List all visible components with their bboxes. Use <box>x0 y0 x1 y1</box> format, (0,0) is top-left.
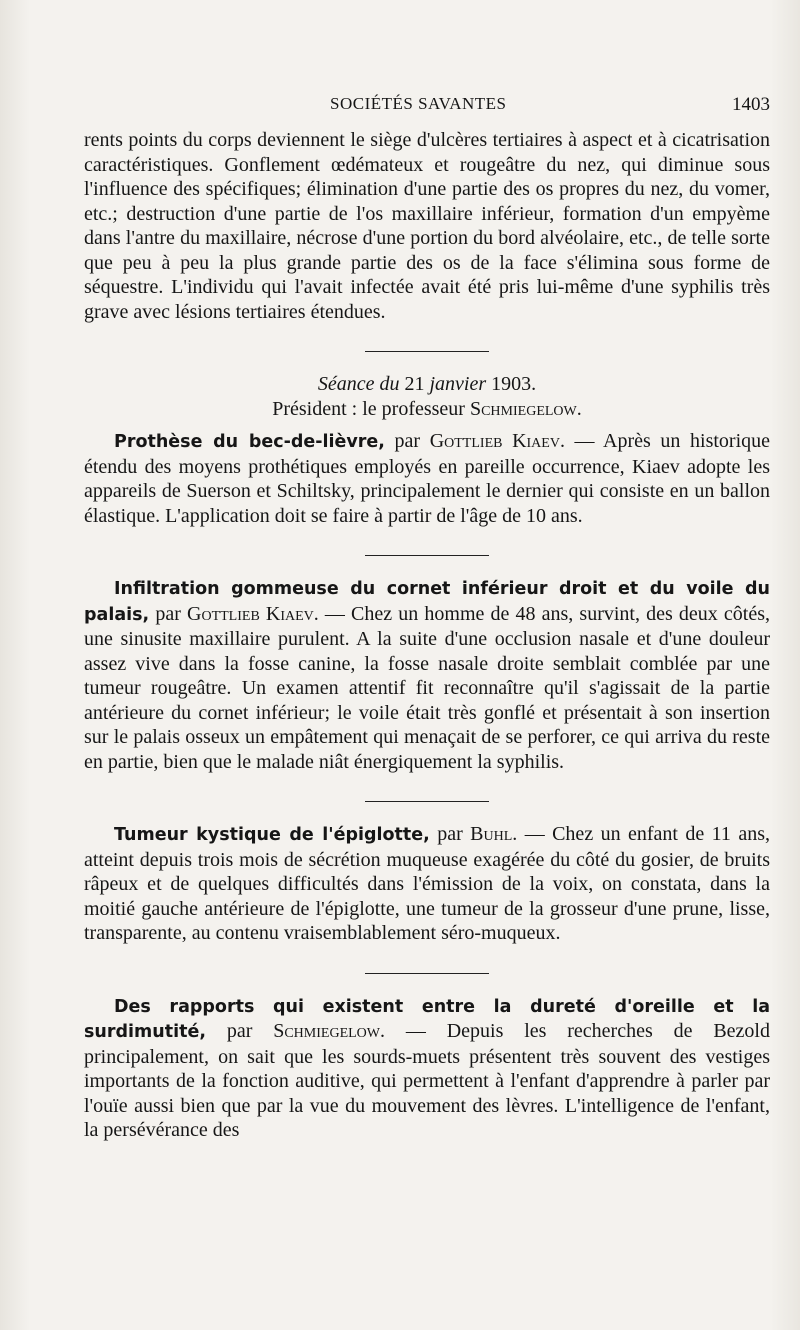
section-paragraph <box>84 429 770 528</box>
section-title: Des rapports qui existent entre la dureté d'oreille et la surdimutité, <box>84 996 770 1042</box>
section-divider <box>365 351 489 352</box>
running-title: SOCIÉTÉS SAVANTES <box>330 94 507 113</box>
section-paragraph <box>84 994 770 1143</box>
section-paragraph <box>84 576 770 774</box>
session-date-year: 1903. <box>491 373 537 395</box>
section-divider <box>365 801 489 802</box>
section-text: — Depuis les recherches de Bezold principalement, on sait que les sourds-muets présentent très souvent des vestiges importants de la fonction auditive, qui permettent à l'enfant d'apprendre à parler par l'ouïe aussi bien que par la vue du mouvement des lèvres. L'intelligence de l'enfant, la persévérance des <box>84 1020 770 1141</box>
section-author: Buhl. <box>470 823 518 845</box>
president-prefix: Président : le professeur <box>272 397 470 420</box>
continued-paragraph: rents points du corps deviennent le siège d'ulcères tertiaires à aspect et à cicatrisation caractéristiques. Gonflement œdémateux et rougeâtre du nez, qui diminue sous l'influence des spécifiques; élimination d'une partie des os propres du nez, du vomer, etc.; destruction d'une partie de l'os maxillaire inférieur, formation d'un empyème dans l'antre du maxillaire, nécrose d'une portion du bord alvéolaire, etc., de telle sorte que peu à peu la plus grande partie des os de la face s'élimina sous forme de séquestre. L'individu qui l'avait infectée avait été pris lui-même d'une syphilis très grave avec lésions tertiaires étendues. <box>84 129 770 323</box>
section-paragraph <box>84 822 770 946</box>
section-by: par <box>384 430 430 452</box>
section-by: par <box>429 823 471 845</box>
section-author: Schmiegelow. <box>273 1020 385 1042</box>
section-by: par <box>149 602 188 625</box>
section-text: — Chez un enfant de 11 ans, atteint depuis trois mois de sécrétion muqueuse exagérée du côté du gosier, de bruits râpeux et de quelques difficultés dans l'émission de la voix, on constata, dans la moitié gauche antérieure de l'épiglotte, une tumeur de la grosseur d'une prune, lisse, transparente, au contenu vraisemblablement séro-muqueux. <box>84 823 770 944</box>
section-title: Tumeur kystique de l'épiglotte, <box>114 825 430 845</box>
session-date-prefix: Séance du <box>317 373 405 395</box>
section-text: — Après un historique étendu des moyens prothétiques employés en pareille occurrence, Kiaev adopte les appareils de Suerson et Schiltsky, principalement le dernier qui consiste en un ballon élastique. L'application doit se faire à partir de l'âge de 10 ans. <box>84 430 771 527</box>
page-number: 1403 <box>732 94 770 115</box>
session-date <box>84 372 770 397</box>
president-name: Schmiegelow. <box>469 397 582 420</box>
session-president <box>84 397 770 422</box>
section-divider <box>365 555 489 556</box>
page-header <box>90 94 770 118</box>
section-author: Gottlieb Kiaev. <box>429 430 565 452</box>
section-title: Infiltration gommeuse du cornet inférieur droit et du voile du palais, <box>84 579 770 625</box>
section-text: — Chez un homme de 48 ans, survint, des deux côtés, une sinusite maxillaire purulent. A la suite d'une occlusion nasale et d'une douleur assez vive dans la fosse canine, la fosse nasale droite semblait comblée par une tumeur rougeâtre. Un examen attentif fit reconnaître qu'il s'agissait de la partie antérieure du cornet inférieur; le voile était très gonflé et présentait à son insertion sur le palais osseux un empâtement qui menaçait de se perforer, ce qui arriva du reste en partie, bien que le malade niât énergiquement la syphilis. <box>84 602 771 773</box>
section-author: Gottlieb Kiaev. <box>187 602 319 625</box>
section-divider <box>365 973 489 974</box>
section-title: Prothèse du bec-de-lièvre, <box>114 432 385 452</box>
session-date-day: 21 <box>404 373 425 395</box>
session-date-month: janvier <box>424 373 492 395</box>
section-by: par <box>205 1020 274 1042</box>
page-body <box>84 128 770 1143</box>
